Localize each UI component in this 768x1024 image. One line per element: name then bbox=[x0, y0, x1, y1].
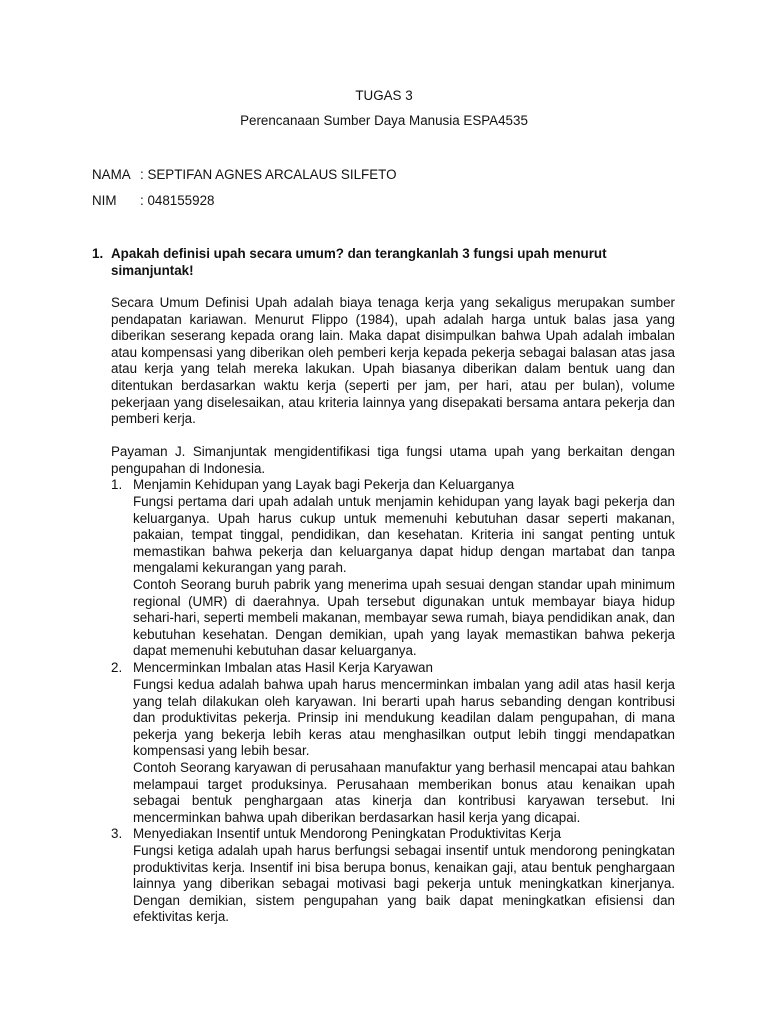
intro-paragraph: Payaman J. Simanjuntak mengidentifikasi tiga fungsi utama upah yang berkaitan dengan pengupahan di Indonesia. bbox=[111, 444, 675, 476]
name-label: NAMA bbox=[92, 167, 131, 182]
nim-label: NIM bbox=[92, 193, 117, 208]
function-1-title: Menjamin Kehidupan yang Layak bagi Pekerja dan Keluarganya bbox=[133, 477, 515, 492]
function-3-title: Menyediakan Insentif untuk Mendorong Peningkatan Produktivitas Kerja bbox=[133, 826, 562, 841]
function-2-number: 2. bbox=[111, 660, 123, 675]
function-3-number: 3. bbox=[111, 826, 123, 841]
function-2-title: Mencerminkan Imbalan atas Hasil Kerja Karyawan bbox=[133, 660, 433, 675]
function-2-body: Fungsi kedua adalah bahwa upah harus mencerminkan imbalan yang adil atas hasil kerja yang telah dilakukan oleh karyawan. Ini berarti upah harus sebanding dengan kontribusi dan produktivitas pekerja. Prinsip ini mendukung keadilan dalam pengupahan, di mana pekerja yang bekerja lebih keras atau menghasilkan output lebih tinggi mendapatkan kompensasi yang lebih besar. bbox=[133, 677, 675, 759]
function-2-example: Contoh Seorang karyawan di perusahaan manufaktur yang berhasil mencapai atau bahkan melampaui target produksinya. Perusahaan memberikan bonus atau kenaikan upah sebagai bentuk penghargaan atas kinerja dan kontribusi karyawan tersebut. Ini mencerminkan bahwa upah diberikan berdasarkan hasil kerja yang dicapai. bbox=[133, 760, 675, 825]
definition-paragraph: Secara Umum Definisi Upah adalah biaya tenaga kerja yang sekaligus merupakan sumber pendapatan kariawan. Menurut Flippo (1984), upah adalah harga untuk balas jasa yang diberikan seserang kepada orang lain. Maka dapat disimpulkan bahwa Upah adalah imbalan atau kompensasi yang diberikan oleh pemberi kerja kepada pekerja sebagai balasan atas jasa atau kerja yang telah mereka lakukan. Upah biasanya diberikan dalam bentuk uang dan ditentukan berdasarkan waktu kerja (seperti per jam, per hari, atau per bulan), volume pekerjaan yang diselesaikan, atau kriteria lainnya yang disepakati bersama antara pekerja dan pemberi kerja. bbox=[111, 295, 675, 427]
function-3-body: Fungsi ketiga adalah upah harus berfungsi sebagai insentif untuk mendorong peningkatan produktivitas kerja. Insentif ini bisa berupa bonus, kenaikan gaji, atau bentuk penghargaan lainnya yang diberikan sebagai motivasi bagi pekerja untuk meningkatkan kinerjanya. Dengan demikian, sistem pengupahan yang baik dapat meningkatkan efisiensi dan efektivitas kerja. bbox=[133, 843, 675, 925]
question-number: 1. bbox=[92, 246, 104, 261]
function-1-body: Fungsi pertama dari upah adalah untuk menjamin kehidupan yang layak bagi pekerja dan keluarganya. Upah harus cukup untuk memenuhi kebutuhan dasar seperti makanan, pakaian, tempat tinggal, pendidikan, dan kesehatan. Kriteria ini sangat penting untuk memastikan bahwa pekerja dan keluarganya dapat hidup dengan martabat dan tanpa mengalami kekurangan yang parah. bbox=[133, 494, 675, 576]
function-1-number: 1. bbox=[111, 477, 123, 492]
question-line-1: Apakah definisi upah secara umum? dan terangkanlah 3 fungsi upah menurut bbox=[111, 246, 607, 261]
nim-value: : 048155928 bbox=[140, 193, 215, 208]
function-1-example: Contoh Seorang buruh pabrik yang menerima upah sesuai dengan standar upah minimum regional (UMR) di daerahnya. Upah tersebut digunakan untuk membayar biaya hidup sehari-hari, seperti membeli makanan, membayar sewa rumah, biaya pendidikan anak, dan kebutuhan kesehatan. Dengan demikian, upah yang layak memastikan bahwa pekerja dapat memenuhi kebutuhan dasar keluarganya. bbox=[133, 577, 675, 659]
document-title: TUGAS 3 bbox=[355, 88, 413, 103]
document-subtitle: Perencanaan Sumber Daya Manusia ESPA4535 bbox=[240, 113, 528, 128]
name-value: : SEPTIFAN AGNES ARCALAUS SILFETO bbox=[140, 167, 397, 182]
question-line-2: simanjuntak! bbox=[111, 263, 194, 278]
